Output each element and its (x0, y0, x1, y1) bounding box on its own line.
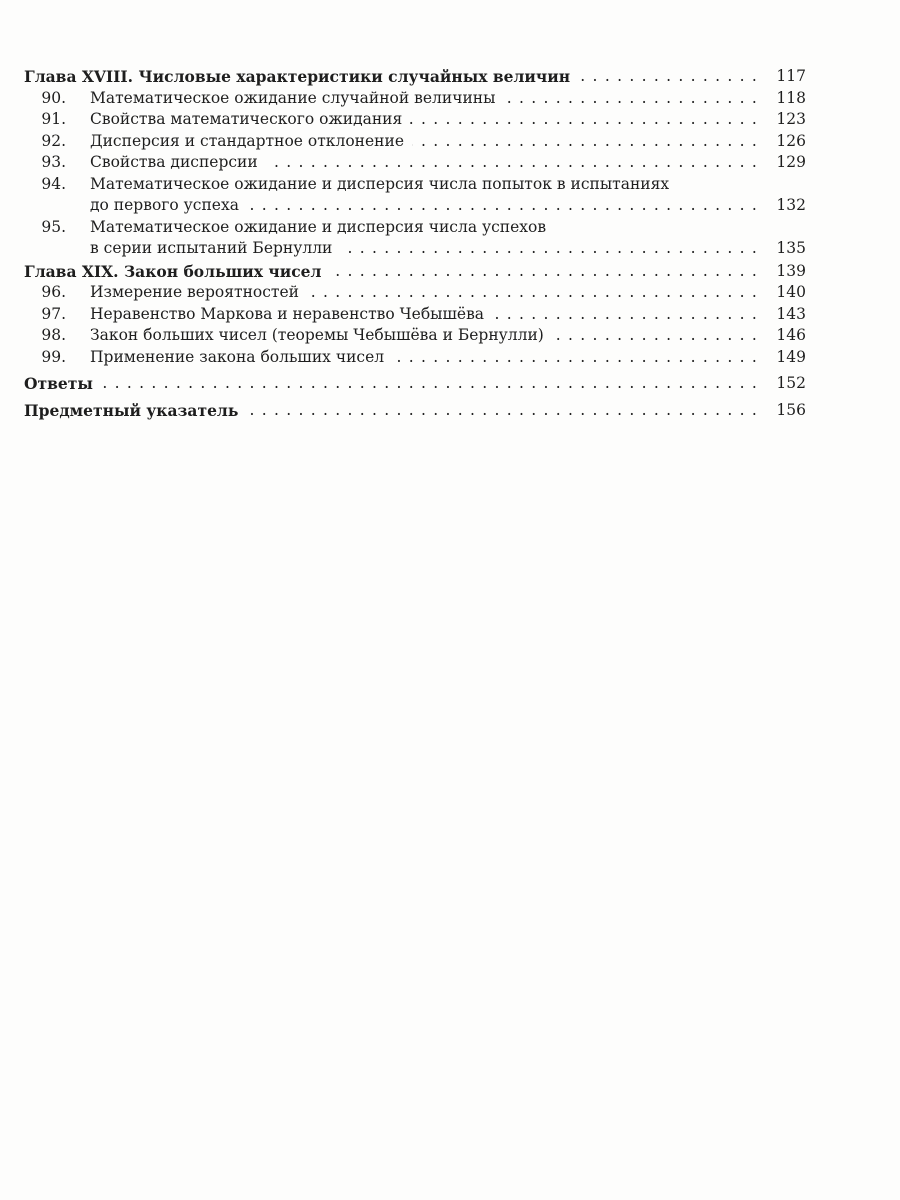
page-number: 118 (776, 88, 806, 107)
table-of-contents (24, 66, 806, 421)
section-number: 92. (41, 131, 66, 150)
dot-leader (329, 261, 758, 283)
section-number: 97. (41, 304, 66, 323)
page-number: 123 (776, 110, 806, 128)
page-number: 146 (776, 326, 806, 344)
section-number: 90. (41, 88, 66, 107)
page-number: 139 (776, 261, 806, 280)
page-number: 156 (776, 400, 806, 419)
chapter-title: Глава XIX. Закон больших чисел (24, 261, 322, 281)
page-number: 152 (776, 374, 806, 392)
page-number: 135 (776, 239, 806, 257)
toc-section-94-line2[interactable] (24, 195, 806, 217)
toc-section-95-line1[interactable] (24, 217, 806, 239)
page-number: 140 (776, 283, 806, 301)
toc-section-98[interactable] (24, 325, 806, 347)
dot-leader (392, 347, 758, 369)
section-title: Неравенство Маркова и неравенство Чебышёва (90, 304, 485, 323)
toc-section-99[interactable] (24, 347, 806, 369)
dot-leader (246, 400, 758, 422)
toc-answers[interactable] (24, 373, 806, 395)
dot-leader (266, 152, 758, 174)
page-number: 129 (776, 153, 806, 171)
page-number: 132 (776, 196, 806, 214)
dot-leader (412, 131, 758, 153)
chapter-title: Глава XVIII. Числовые характеристики случайных величин (24, 67, 571, 86)
section-number: 91. (41, 110, 66, 128)
section-title-continued: до первого успеха (90, 196, 239, 214)
answers-title: Ответы (24, 374, 93, 393)
dot-leader (552, 325, 758, 347)
toc-section-97[interactable] (24, 304, 806, 326)
page-number: 126 (776, 131, 806, 150)
toc-section-95-line2[interactable] (24, 238, 806, 260)
section-number: 99. (41, 347, 66, 366)
section-title: Математическое ожидание и дисперсия числа успехов (90, 217, 547, 236)
toc-section-90[interactable] (24, 88, 806, 110)
dot-leader (340, 238, 758, 260)
section-title: Измерение вероятностей (90, 283, 299, 301)
toc-subject-index[interactable] (24, 400, 806, 422)
section-title: Свойства дисперсии (90, 153, 258, 171)
section-title: Дисперсия и стандартное отклонение (90, 131, 404, 150)
section-title: Математическое ожидание случайной величины (90, 88, 496, 107)
page-number: 149 (776, 347, 806, 366)
section-number: 96. (41, 283, 66, 301)
section-number: 98. (41, 326, 66, 344)
section-title: Свойства математического ожидания (90, 110, 403, 128)
dot-leader (578, 66, 758, 88)
toc-chapter-18[interactable] (24, 66, 806, 88)
section-number: 93. (41, 153, 66, 171)
dot-leader (307, 282, 758, 304)
toc-section-92[interactable] (24, 131, 806, 153)
toc-section-93[interactable] (24, 152, 806, 174)
toc-chapter-19[interactable] (24, 261, 806, 283)
section-number: 95. (41, 217, 66, 236)
toc-section-91[interactable] (24, 109, 806, 131)
dot-leader (101, 373, 758, 395)
section-title: Закон больших чисел (теоремы Чебышёва и Бернулли) (90, 326, 544, 344)
section-title: Математическое ожидание и дисперсия числа попыток в испытаниях (90, 174, 670, 193)
section-number: 94. (41, 174, 66, 193)
section-title-continued: в серии испытаний Бернулли (90, 239, 333, 257)
subject-index-title: Предметный указатель (24, 400, 239, 420)
dot-leader (247, 195, 758, 217)
toc-section-94-line1[interactable] (24, 174, 806, 196)
dot-leader (492, 304, 758, 326)
dot-leader (410, 109, 758, 131)
dot-leader (503, 88, 758, 110)
section-title: Применение закона больших чисел (90, 347, 385, 366)
page-number: 143 (776, 304, 806, 323)
page-number: 117 (776, 67, 806, 85)
toc-section-96[interactable] (24, 282, 806, 304)
